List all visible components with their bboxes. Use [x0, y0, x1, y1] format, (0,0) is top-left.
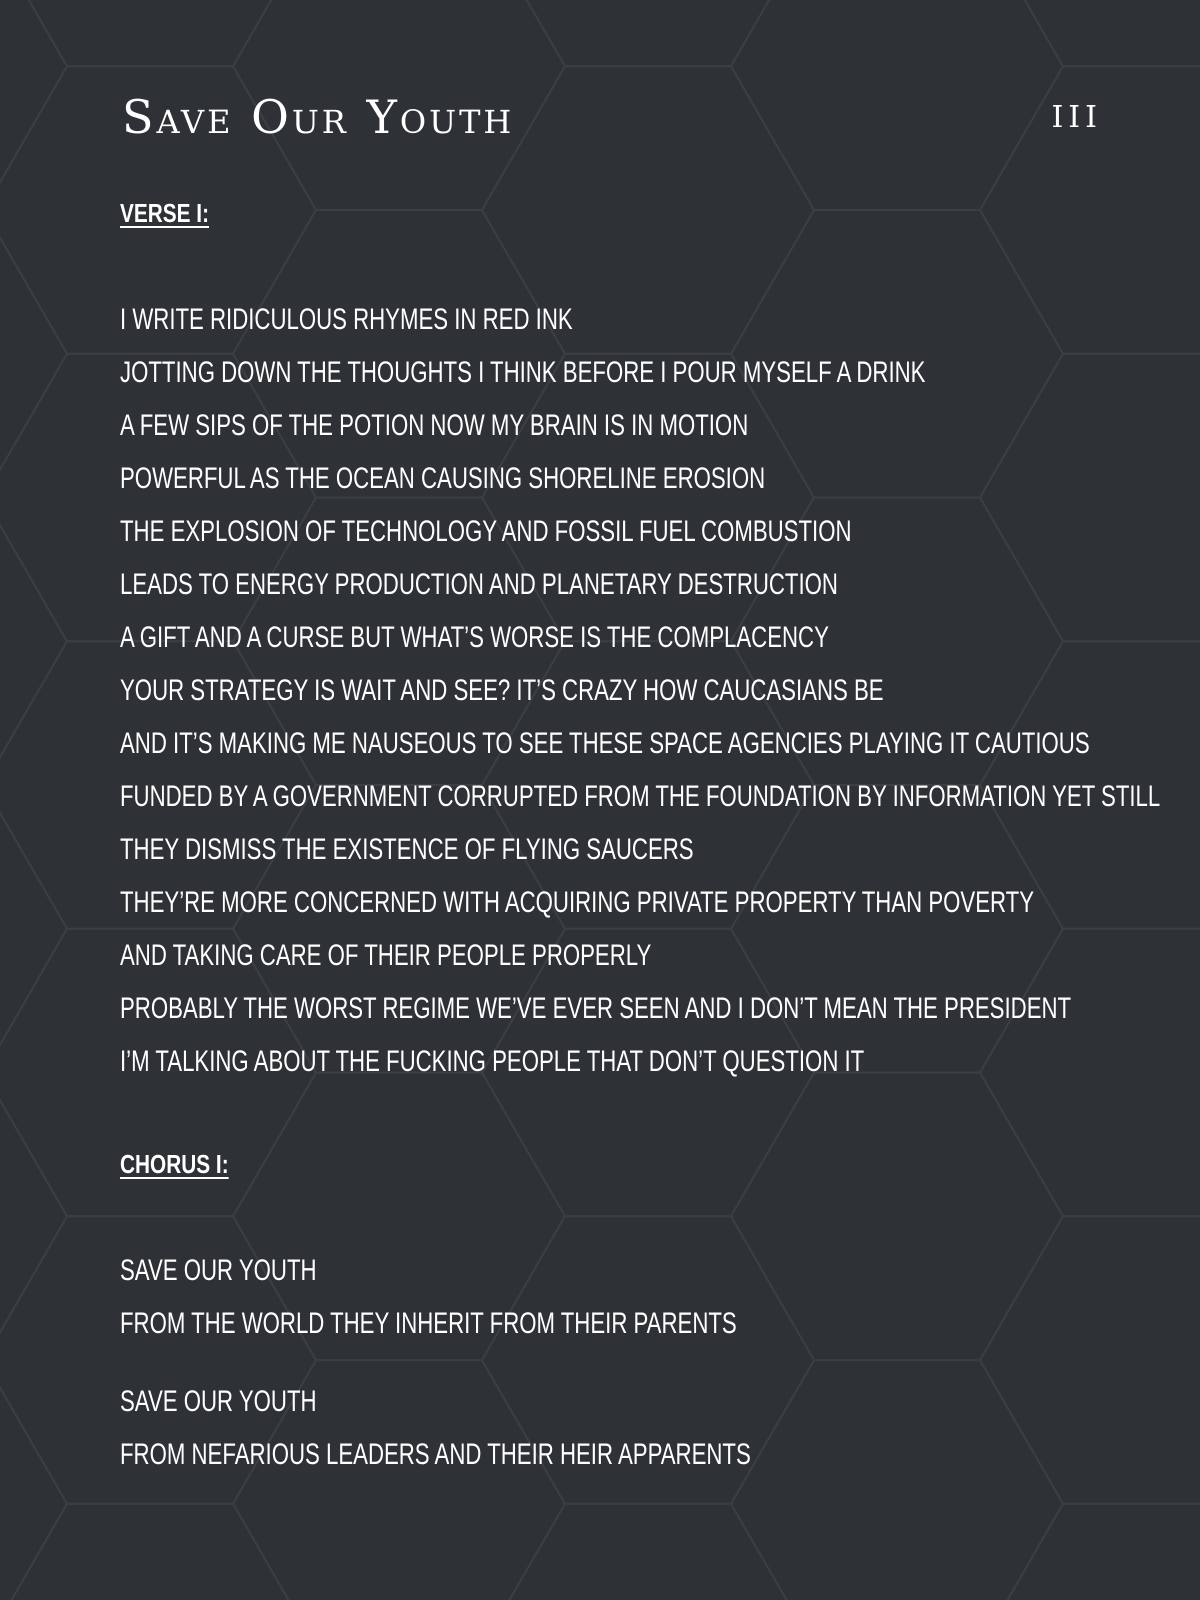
chorus-line: SAVE OUR YOUTH: [120, 1385, 317, 1418]
verse-line: THEY’RE MORE CONCERNED WITH ACQUIRING PRIVATE PROPERTY THAN POVERTY: [120, 886, 1035, 919]
verse-line: A GIFT AND A CURSE BUT WHAT’S WORSE IS THE COMPLACENCY: [120, 621, 829, 654]
verse-line: JOTTING DOWN THE THOUGHTS I THINK BEFORE I POUR MYSELF A DRINK: [120, 356, 926, 389]
verse-line: YOUR STRATEGY IS WAIT AND SEE? IT’S CRAZY HOW CAUCASIANS BE: [120, 674, 884, 707]
verse-line: I’M TALKING ABOUT THE FUCKING PEOPLE THAT DON’T QUESTION IT: [120, 1045, 865, 1078]
verse-line: AND TAKING CARE OF THEIR PEOPLE PROPERLY: [120, 939, 652, 972]
chorus-line: SAVE OUR YOUTH: [120, 1254, 317, 1287]
verse-line: PROBABLY THE WORST REGIME WE’VE EVER SEEN AND I DON’T MEAN THE PRESIDENT: [120, 992, 1072, 1025]
verse-line: POWERFUL AS THE OCEAN CAUSING SHORELINE EROSION: [120, 462, 766, 495]
verse-line: I WRITE RIDICULOUS RHYMES IN RED INK: [120, 303, 573, 336]
verse-line: LEADS TO ENERGY PRODUCTION AND PLANETARY DESTRUCTION: [120, 568, 838, 601]
verse-line: THEY DISMISS THE EXISTENCE OF FLYING SAUCERS: [120, 833, 694, 866]
verse-line: AND IT’S MAKING ME NAUSEOUS TO SEE THESE SPACE AGENCIES PLAYING IT CAUTIOUS: [120, 727, 1090, 760]
verse-line: THE EXPLOSION OF TECHNOLOGY AND FOSSIL FUEL COMBUSTION: [120, 515, 852, 548]
page-number: III: [1051, 100, 1102, 135]
verse-line: FUNDED BY A GOVERNMENT CORRUPTED FROM THE FOUNDATION BY INFORMATION YET STILL: [120, 780, 1161, 813]
verse-heading: VERSE I:: [120, 198, 209, 228]
verse-line: A FEW SIPS OF THE POTION NOW MY BRAIN IS IN MOTION: [120, 409, 749, 442]
chorus-line: FROM NEFARIOUS LEADERS AND THEIR HEIR APPARENTS: [120, 1438, 751, 1471]
song-title: Save Our Youth: [122, 90, 515, 144]
chorus-line: FROM THE WORLD THEY INHERIT FROM THEIR PARENTS: [120, 1307, 737, 1340]
chorus-heading: CHORUS I:: [120, 1149, 229, 1179]
